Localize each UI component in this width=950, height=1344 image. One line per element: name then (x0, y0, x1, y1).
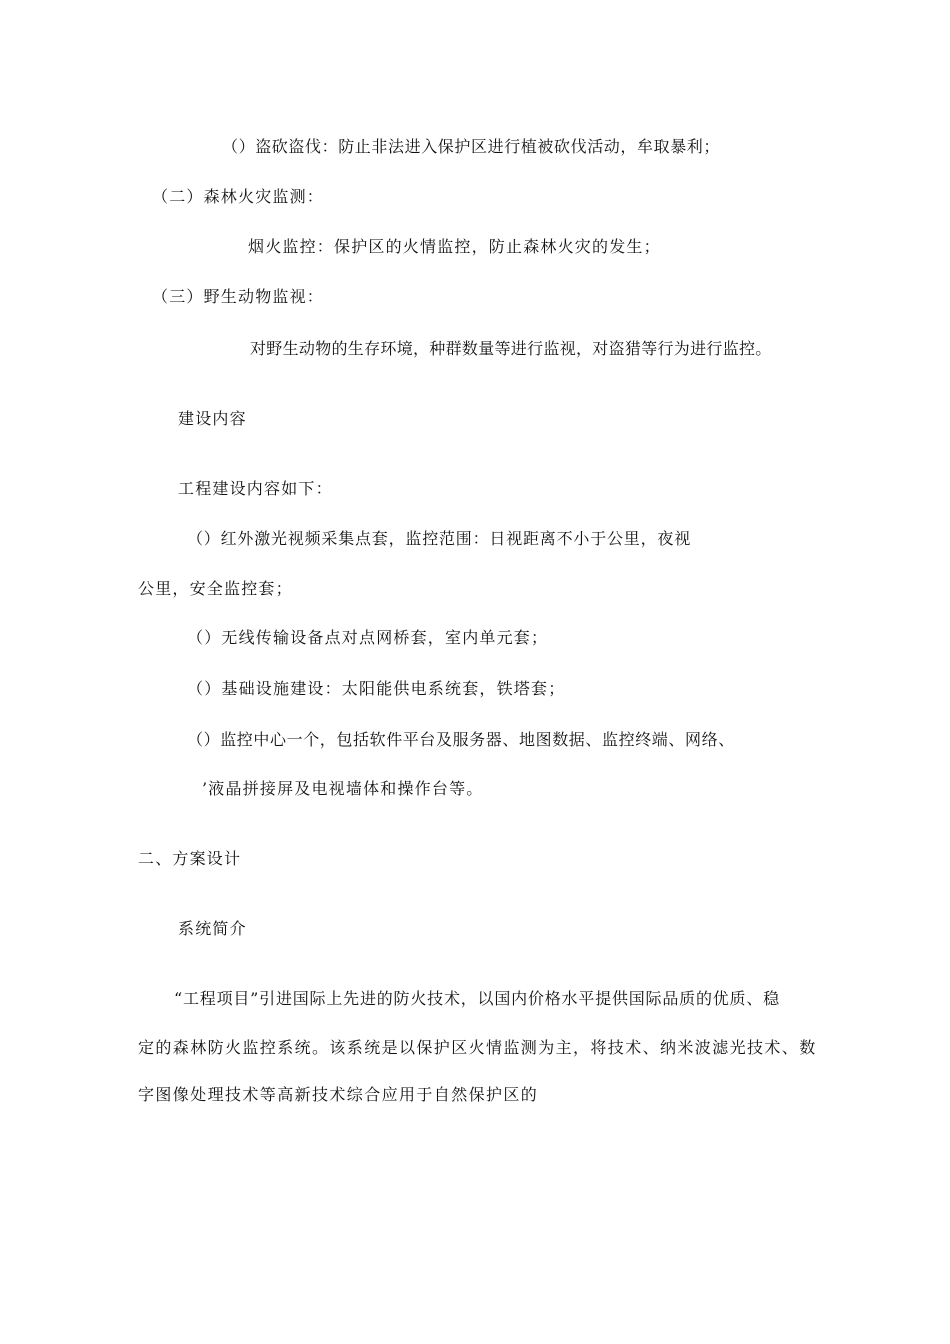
heading-scheme-design: 二、方案设计 (138, 849, 242, 868)
paragraph-system-intro-3: 字图像处理技术等高新技术综合应用于自然保护区的 (138, 1085, 539, 1104)
section-heading-fire-monitoring: （二）森林火灾监测： (152, 187, 325, 206)
paragraph-construction-intro: 工程建设内容如下： (178, 479, 333, 498)
paragraph-smoke-monitoring: 烟火监控：保护区的火情监控，防止森林火灾的发生； (248, 237, 661, 256)
heading-construction-content: 建设内容 (178, 409, 247, 428)
paragraph-wildlife: 对野生动物的生存环境，种群数量等进行监视，对盗猎等行为进行监控。 (250, 339, 772, 358)
list-item-wireless: （）无线传输设备点对点网桥套，室内单元套； (187, 628, 549, 647)
paragraph-system-intro-1: “工程项目”引进国际上先进的防火技术，以国内价格水平提供国际品质的优质、稳 (174, 989, 780, 1008)
list-item-infrastructure: （）基础设施建设：太阳能供电系统套，铁塔套； (187, 679, 566, 698)
paragraph-system-intro-2: 定的森林防火监控系统。该系统是以保护区火情监测为主，将技术、纳米波滤光技术、数 (138, 1038, 817, 1057)
list-item-infrared: （）红外激光视频采集点套，监控范围：日视距离不小于公里，夜视 (187, 529, 692, 548)
list-item-illegal-logging: （）盗砍盗伐：防止非法进入保护区进行植被砍伐活动，牟取暴利； (222, 137, 721, 156)
section-heading-wildlife: （三）野生动物监视： (152, 287, 325, 306)
list-item-monitoring-center: （）监控中心一个，包括软件平台及服务器、地图数据、监控终端、网络、 (187, 730, 735, 749)
list-item-infrared-cont: 公里，安全监控套； (138, 579, 293, 598)
list-item-monitoring-center-cont: ’液晶拼接屏及电视墙体和操作台等。 (202, 779, 484, 798)
heading-system-intro: 系统简介 (178, 919, 247, 938)
